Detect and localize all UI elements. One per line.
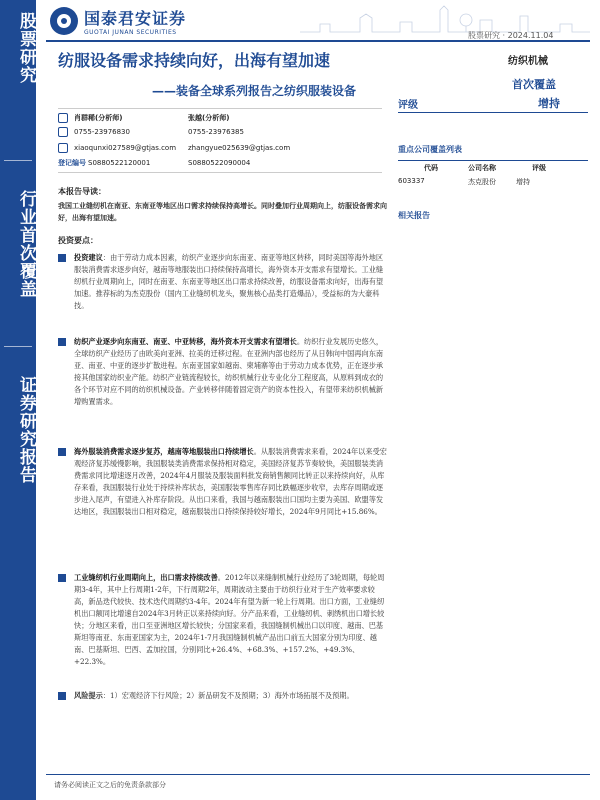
rating-value: 增持 [538, 97, 560, 110]
bullet-icon [58, 574, 66, 582]
guide-body: 我国工业缝纫机在南亚、东南亚等地区出口需求持续保持高增长。同时叠加行业周期向上，纺服设备需求向好，出海有望加速。 [58, 201, 387, 222]
logo-name-cn: 国泰君安证券 [84, 9, 187, 28]
point-text: 。从服装消费需求来看，2024年以来受宏观经济复苏缓慢影响，我国服装类消费需求保持相对稳定，美国经济复苏节奏较快，美国服装类消费需求同比增速逐月改善，2024年4月服装及服装面料批发商销售额同比转正以来持续向好，从库存来看，我国服装行业处于持续补库状态，美国服装零售库存同比跌幅逐步收窄，去库存周期或逐步进入尾声，有望进入补库存阶段。从出口来看，我国与越南服装出口国均主要为美国、欧盟等发达地区，我国服装出口相对稳定，越南服装出口持续保持较好增长，2024年9月同比+15.86%。 [74, 447, 387, 516]
bullet-icon [58, 338, 66, 346]
company-logo [50, 6, 186, 36]
sidebar-label-industry-coverage: 行业首次覆盖 [16, 190, 36, 298]
table-row [398, 174, 588, 188]
table-header-company: 公司名称 [468, 164, 496, 172]
analyst-phone-1: 0755-23976830 [74, 128, 130, 136]
report-title: 纺服设备需求持续向好，出海有望加速 [58, 51, 331, 70]
point-text: 。2012年以来缝制机械行业经历了3轮周期，每轮周期3-4年，其中上行周期1-2年，下行周期2年，周期波动主要由于纺织行业对于生产效率要求较高，新品迭代较快、技术迭代周期约3-4年。2024年有望为新一轮上行周期。出口方面，工业缝纫机出口额同比增速自2024年3月转正以来持续向好。分产品来看，工业缝纫机、刺绣机出口增长较快；分地区来看，出口至亚洲地区增长较快；分国家来看，我国缝制机械出口以印度、越南、巴基斯坦等南亚、东南亚国家为主，2024年1-7月我国缝制机械产品出口前五大国家分别为印度、越南、巴基斯坦、巴西、孟加拉国，分别同比+26.4%、+68.3%、+157.2%、+49.3%、+22.3%。 [74, 573, 385, 666]
point-head: 投资建议 [74, 253, 103, 262]
analyst-email-1[interactable]: xiaoqunxi027589@gtjas.com [74, 144, 177, 152]
analyst-top-divider [58, 108, 382, 109]
rating-label: 评级 [398, 100, 418, 111]
table-cell-code: 603337 [398, 177, 425, 185]
company-coverage-table [398, 160, 588, 188]
sidebar [0, 0, 36, 800]
header-divider [46, 40, 590, 42]
investment-point [58, 572, 388, 668]
logo-name-en: GUOTAI JUNAN SECURITIES [84, 29, 177, 36]
risk-head: 风险提示 [74, 691, 103, 700]
analyst-info [58, 110, 382, 168]
guide-title: 本报告导读： [58, 187, 106, 196]
email-icon [58, 143, 68, 153]
sidebar-separator [4, 346, 32, 347]
industry-label: 纺织机械 [508, 56, 548, 67]
bullet-icon [58, 692, 66, 700]
logo-emblem-icon [50, 7, 78, 35]
company-coverage-title: 重点公司覆盖列表 [398, 145, 462, 154]
analyst-bottom-divider [58, 172, 382, 173]
bullet-icon [58, 254, 66, 262]
analyst-name-2: 张越(分析师) [188, 114, 230, 122]
bullet-icon [58, 448, 66, 456]
analyst-phone-2: 0755-23976385 [188, 128, 244, 136]
person-icon [58, 113, 68, 123]
rating-divider [398, 112, 588, 113]
point-text: 。纺织行业发展历史悠久，全球纺织产业经历了由欧美向亚洲、拉美的迁移过程。在亚洲内部也经历了从日韩向中国再向东南亚、南亚、中亚的逐步扩散进程。东南亚国家如越南、柬埔寨等由于劳动力成本优势，正在逐步承接其他国家纺织业产能。纺织产业链流程较长，纺织机械行业专业化分工程度高，从原料到成衣的各个环节对应不同的纺织机械设备。产业转移伴随着固定资产的资本性投入，有望带来纺织机械新增购置需求。 [74, 337, 384, 406]
investment-point [58, 446, 388, 518]
point-head: 纺织产业逐步向东南亚、南亚、中亚转移，海外资本开支需求有望增长 [74, 337, 297, 346]
points-title: 投资要点： [58, 236, 98, 245]
investment-point [58, 252, 388, 312]
point-head: 海外服装消费需求逐步复苏，越南等地服装出口持续增长 [74, 447, 254, 456]
risk-text: ：1）宏观经济下行风险；2）新品研发不及预期；3）海外市场拓展不及预期。 [102, 691, 354, 700]
risk-warning [58, 690, 388, 702]
analyst-cert-1: S0880522120001 [88, 159, 151, 167]
table-header-rating: 评级 [532, 164, 546, 172]
table-cell-company: 杰克股份 [468, 178, 496, 186]
footer-divider [46, 774, 590, 775]
rating-coverage: 首次覆盖 [512, 78, 556, 91]
analyst-name-1: 肖群稀(分析师) [74, 114, 123, 122]
point-text: ：由于劳动力成本因素，纺织产业逐步向东南亚、南亚等地区转移，同时美国等海外地区服装消费需求逐步向好，越南等地服装出口持续保持高增长，海外资本开支需求有望增长。工业缝纫机行业周期向上，同时在南亚、东南亚等地区出口需求持续改善，纺服设备需求向好，出海有望加速。推荐标的为杰克股份（国内工业缝纫机龙头，聚焦核心品类打造爆品），受益标的为大豪科技。 [74, 253, 384, 310]
sidebar-label-securities-report: 证券研究报告 [16, 376, 36, 484]
table-header-code: 代码 [424, 164, 438, 172]
cert-label: 登记编号 [58, 159, 86, 167]
report-subtitle: ——装备全球系列报告之纺织服装设备 [152, 84, 357, 98]
related-reports-title: 相关报告 [398, 211, 430, 220]
analyst-cert-2: S0880522090004 [188, 159, 251, 167]
footer-disclaimer: 请务必阅读正文之后的免责条款部分 [54, 781, 166, 789]
report-meta-date: 股票研究 · 2024.11.04 [468, 31, 554, 40]
investment-point [58, 336, 388, 408]
sidebar-label-stock-research: 股票研究 [16, 12, 36, 84]
table-cell-rating: 增持 [516, 178, 530, 186]
sidebar-separator [4, 160, 32, 161]
table-header-row [398, 160, 588, 174]
analyst-email-2[interactable]: zhangyue025639@gtjas.com [188, 144, 291, 152]
point-head: 工业缝纫机行业周期向上，出口需求持续改善 [74, 573, 218, 582]
phone-icon [58, 127, 68, 137]
